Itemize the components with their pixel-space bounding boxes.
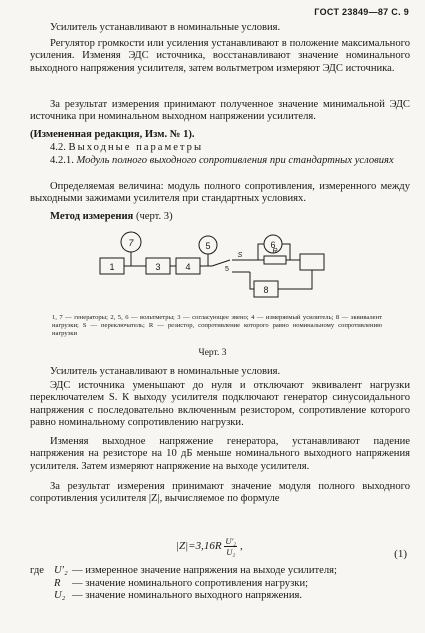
legend-symbol: R: [54, 577, 61, 589]
where-word: где: [30, 565, 44, 576]
block-label: 8: [263, 285, 269, 295]
formula-legend: [30, 565, 410, 603]
paragraph: Изменяя выходное напряжение генератора, устанавливают падение напряжения на резисторе на 10 дБ меньше номинального выходного напряжения усилителя. Затем измеряют напряжение на выходе усилителя.: [30, 436, 410, 472]
legend-text: — измеренное значение напряжения на выходе усилителя;: [72, 565, 337, 576]
formula: [176, 536, 243, 557]
paragraph: Усилитель устанавливают в номинальные условия.: [50, 22, 281, 33]
method-reference: (черт. 3): [135, 211, 173, 222]
amendment-note: (Измененная редакция, Изм. № 1).: [30, 129, 195, 140]
subsection-title: Модуль полного выходного сопротивления при стандартных условиях: [76, 155, 394, 166]
resistor-label: R: [272, 248, 278, 255]
method-title: Метод измерения: [50, 211, 134, 222]
subsection-number: 4.2.1.: [50, 155, 74, 166]
subsection-heading: [30, 155, 410, 167]
legend-symbol: U′₂: [54, 565, 68, 576]
legend-row: [30, 578, 410, 591]
paragraph: Регулятор громкости или усиления устанавливают в положение максимального усиления. Изменяя ЭДС источника, восстанавливают значение номинального выходного напряжения усилителя, затем вольтметром измеряют ЭДС источника.: [30, 38, 410, 74]
paragraph: Определяемая величина: модуль полного сопротивления, измеренного между выходными зажимами усилителя при стандартных условиях.: [30, 181, 410, 205]
meter-label: 6: [270, 240, 276, 250]
block-label: 1: [109, 262, 115, 272]
switch-number: 5: [225, 266, 229, 273]
legend-symbol: U₂: [54, 590, 66, 602]
generator-1: [300, 254, 324, 270]
meter-label: 7: [128, 238, 134, 248]
section-heading: [30, 142, 410, 154]
paragraph: За результат измерения принимают полученное значение минимальной ЭДС источника при номинальном выходном напряжении усилителя.: [30, 99, 410, 123]
legend-row: [30, 565, 410, 578]
section-number: 4.2.: [50, 142, 66, 153]
figure-caption: 1, 7 — генераторы; 2, 5, 6 — вольтметры; 3 — согласующее звено; 4 — измеряемый усилитель; 8 — эквивалент нагрузки; S — переключатель; R — резистор, сопротивление которого равно номинальному сопротивлению нагрузки: [52, 314, 382, 338]
meter-label: 5: [205, 241, 211, 251]
section-title: Выходные параметры: [68, 142, 204, 153]
block-label: 3: [155, 262, 161, 272]
method-line: [30, 211, 410, 223]
legend-text: — значение номинального выходного напряжения.: [72, 590, 303, 602]
equation-number: (1): [394, 548, 407, 560]
formula-numerator: U′₂: [225, 536, 237, 546]
figure-label: Черт. 3: [198, 348, 227, 358]
formula-tail: ,: [240, 540, 243, 553]
legend-text: — значение номинального сопротивления нагрузки;: [72, 577, 309, 589]
resistor: [264, 256, 286, 264]
formula-denominator: U₂: [226, 547, 236, 557]
formula-lhs: |Z|=3,16R: [176, 540, 222, 553]
formula-fraction: [224, 536, 237, 557]
page-header: ГОСТ 23849—87 С. 9: [314, 7, 409, 17]
circuit-diagram: [90, 228, 350, 300]
block-label: 4: [185, 262, 191, 272]
paragraph: Усилитель устанавливают в номинальные условия.: [50, 366, 281, 377]
switch-label: S: [237, 252, 243, 259]
paragraph: ЭДС источника уменьшают до нуля и отключают эквивалент нагрузки переключателем S. К выходу усилителя подключают генератор синусоидального напряжения с последовательно включенным резистором, сопротивление которого равно номинальному сопротивлению нагрузки.: [30, 380, 410, 429]
legend-row: [30, 590, 410, 603]
paragraph: За результат измерения принимают значение модуля полного выходного сопротивления усилителя |Z|, вычисляемое по формуле: [30, 481, 410, 505]
